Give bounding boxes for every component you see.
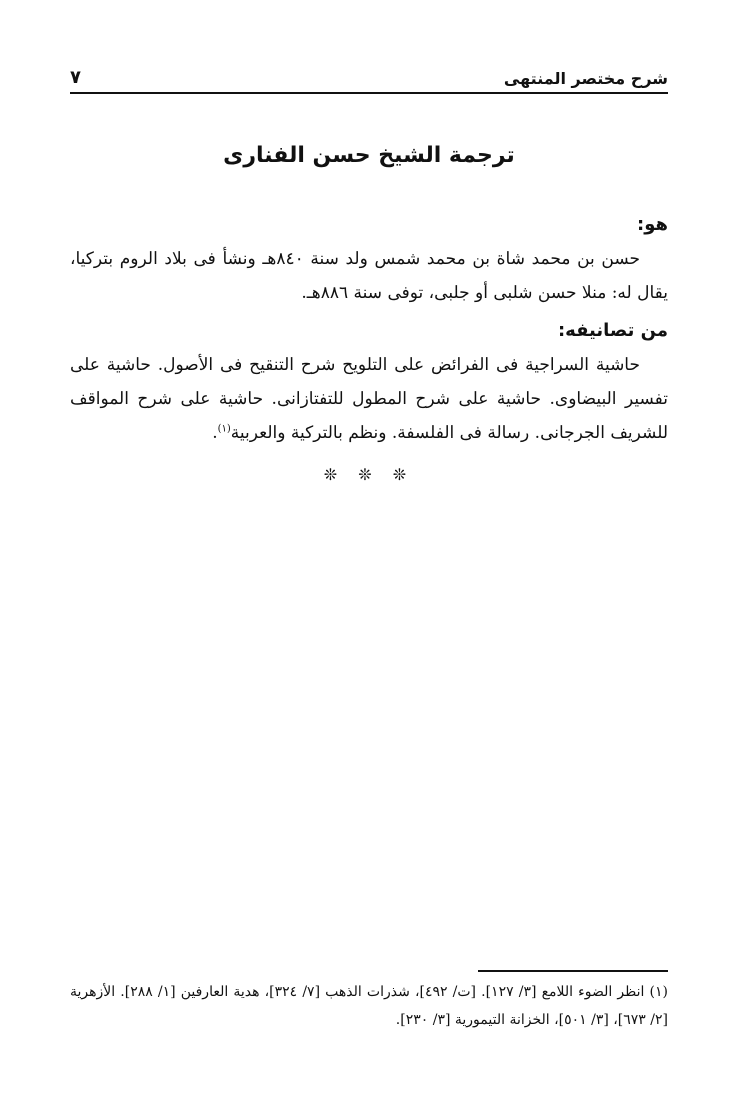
footnote-reference[interactable]: (١): [217, 423, 231, 435]
footnote-divider: [478, 970, 668, 972]
works-heading: من تصانيفه:: [557, 320, 668, 341]
bio-paragraph: حسن بن محمد شاة بن محمد شمس ولد سنة ٨٤٠هـ ونشأ فى بلاد الروم بتركيا، يقال له: منلا حسن شلبى أو جلبى، توفى سنة ٨٨٦هـ.: [70, 249, 668, 303]
main-content: [70, 208, 668, 490]
running-header: [70, 60, 668, 94]
footnotes: [70, 978, 668, 1034]
footnote-1: (١) انظر الضوء اللامع [٣/ ١٢٧]. [ت/ ٤٩٢]، شذرات الذهب [٧/ ٣٢٤]، هدية العارفين [١/ ٢٨٨]. الأزهرية [٢/ ٦٧٣]، [٣/ ٥٠١]، الخزانة التيمورية [٣/ ٢٣٠].: [70, 984, 669, 1028]
works-end: .: [212, 423, 218, 443]
who-heading: هو:: [637, 214, 668, 235]
chapter-title: ترجمة الشيخ حسن الفنارى: [223, 143, 515, 168]
works-paragraph: [70, 348, 668, 450]
works-text: حاشية السراجية فى الفرائض على التلويح شرح التنقيح فى الأصول. حاشية على تفسير البيضاوى. حاشية على شرح المطول للتفتازانى. حاشية على شرح المواقف للشريف الجرجانى. رسالة فى الفلسفة. ونظم بالتركية والعربية: [70, 355, 668, 443]
running-title: شرح مختصر المنتهى: [503, 69, 668, 88]
page-number: ٧: [70, 67, 81, 88]
section-ornament: ❊ ❊ ❊: [323, 465, 415, 484]
